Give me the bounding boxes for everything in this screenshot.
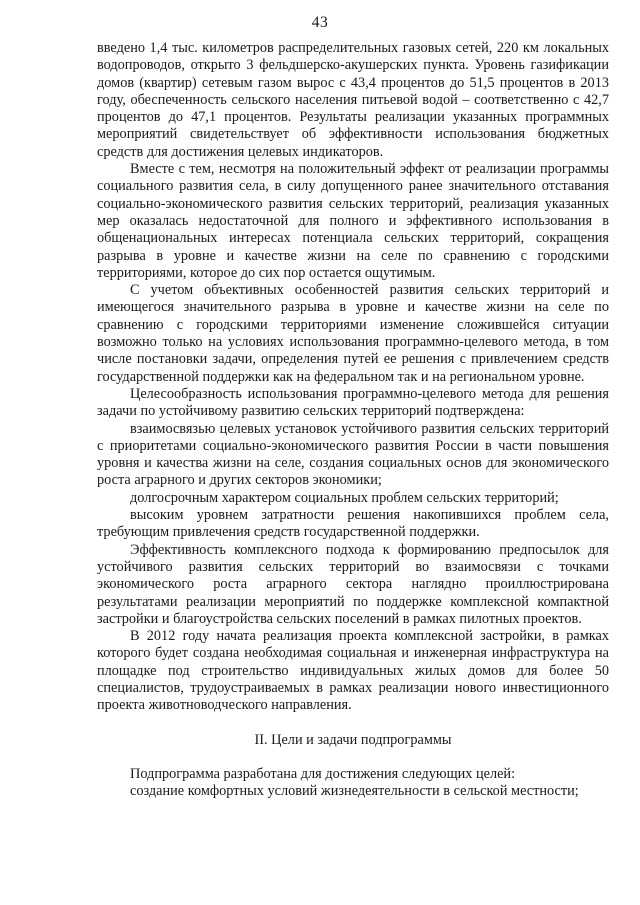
paragraph: Целесообразность использования программно-целевого метода для решения задачи по устойчивому развитию сельских территорий подтверждена: <box>97 385 609 420</box>
paragraph: С учетом объективных особенностей развития сельских территорий и имеющегося значительного разрыва в уровне и качестве жизни на селе по сравнению с городскими территориями изменение сложившейся ситуации возможно только на условиях использования программно-целевого метода, в том числе постановки задачи, определения путей ее решения с привлечением средств государственной поддержки как на федеральном так и на региональном уровне. <box>97 282 609 385</box>
page-number: 43 <box>311 14 329 31</box>
section-heading: II. Цели и задачи подпрограммы <box>254 731 452 748</box>
paragraph: введено 1,4 тыс. километров распределительных газовых сетей, 220 км локальных водопроводов, открыто 3 фельдшерско-акушерских пункта. Уровень газификации домов (квартир) сетевым газом вырос с 43,4 процентов до 51,5 процентов в 2013 году, обеспеченность сельского населения питьевой водой – соответственно с 42,7 процентов до 47,1 процентов. Результаты реализации указанных программных мероприятий свидетельствует об эффективности использования бюджетных средств для достижения целевых индикаторов. <box>97 40 609 160</box>
paragraph: Эффективность комплексного подхода к формированию предпосылок для устойчивого развития сельских территорий во взаимосвязи с точками экономического роста аграрного сектора наглядно проиллюстрирована результатами реализации мероприятий по поддержке комплексной компактной застройки и благоустройства сельских поселений в рамках пилотных проектов. <box>97 541 609 627</box>
paragraph: Вместе с тем, несмотря на положительный эффект от реализации программы социального развития села, в силу допущенного ранее значительного отставания социально-экономического развития сельских территорий, реализация указанных мер оказалась недостаточной для полного и эффективного использования в общенациональных интересах потенциала сельских территорий, сокращения разрыва в уровне и качестве жизни на селе по сравнению с городскими территориями, которое до сих пор остается ощутимым. <box>97 161 609 281</box>
document-body <box>97 40 609 800</box>
list-item: высоким уровнем затратности решения накопившихся проблем села, требующим привлечения средств государственной поддержки. <box>97 507 609 541</box>
list-item: взаимосвязью целевых установок устойчивого развития сельских территорий с приоритетами социально-экономического развития России в части повышения уровня и качества жизни на селе, создания социальных основ для экономического роста аграрного и других секторов экономики; <box>97 420 609 489</box>
list-item: долгосрочным характером социальных проблем сельских территорий; <box>130 489 559 506</box>
paragraph: Подпрограмма разработана для достижения следующих целей: <box>130 765 516 782</box>
paragraph: В 2012 году начата реализация проекта комплексной застройки, в рамках которого будет создана необходимая социальная и инженерная инфраструктура на площадке под строительство индивидуальных жилых домов для более 50 специалистов, трудоустраиваемых в рамках реализации нового инвестиционного проекта животноводческого направления. <box>97 628 609 714</box>
list-item: создание комфортных условий жизнедеятельности в сельской местности; <box>130 783 579 800</box>
